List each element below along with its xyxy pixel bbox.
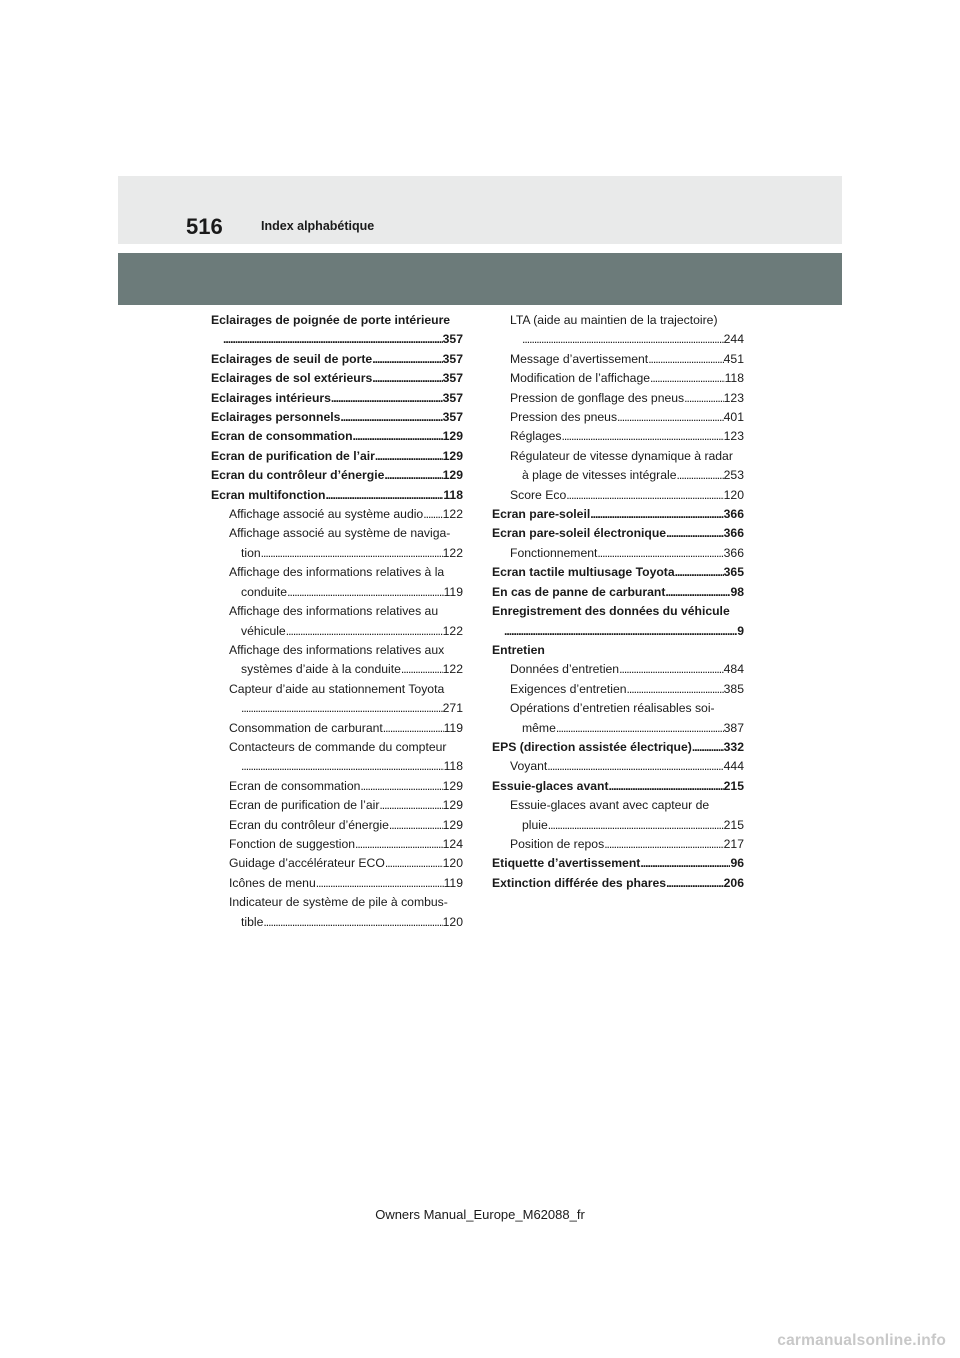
entry-text-line: Régulateur de vitesse dynamique à radar bbox=[510, 448, 733, 463]
entry-row bbox=[510, 330, 744, 349]
entry-text-line: Opérations d’entretien réalisables soi- bbox=[510, 701, 715, 716]
index-entry bbox=[211, 311, 463, 350]
index-entry bbox=[492, 583, 744, 602]
entry-row bbox=[492, 563, 744, 582]
entry-row bbox=[229, 757, 463, 776]
dot-leader bbox=[372, 369, 442, 388]
entry-row bbox=[510, 350, 744, 369]
page-reference[interactable]: 484 bbox=[723, 662, 744, 677]
entry-label: Ecran du contrôleur d’énergie bbox=[211, 468, 385, 483]
index-entry bbox=[211, 466, 463, 485]
entry-row bbox=[510, 835, 744, 854]
dot-leader bbox=[692, 738, 724, 757]
index-subentry bbox=[211, 854, 463, 873]
dot-leader bbox=[548, 816, 724, 835]
entry-row bbox=[229, 544, 463, 563]
dot-leader bbox=[617, 408, 724, 427]
entry-row bbox=[510, 660, 744, 679]
index-subentry bbox=[211, 563, 463, 602]
index-entry bbox=[211, 369, 463, 388]
index-subentry bbox=[492, 486, 744, 505]
page-reference[interactable]: 118 bbox=[724, 371, 744, 386]
dot-leader bbox=[401, 660, 443, 679]
entry-label: tion bbox=[241, 545, 261, 560]
entry-row bbox=[510, 369, 744, 388]
dot-leader bbox=[261, 544, 443, 563]
entry-text-line: LTA (aide au maintien de la trajectoire) bbox=[510, 313, 718, 327]
entry-label: Ecran pare-soleil électronique bbox=[492, 526, 667, 541]
index-subentry bbox=[211, 816, 463, 835]
dot-leader bbox=[241, 757, 444, 776]
index-entry bbox=[492, 602, 744, 641]
entry-text-line: Indicateur de système de pile à combus- bbox=[229, 895, 448, 910]
dot-leader bbox=[648, 350, 723, 369]
dot-leader bbox=[286, 622, 443, 641]
page-number: 516 bbox=[186, 214, 223, 239]
entry-row bbox=[211, 427, 463, 446]
page-reference[interactable]: 129 bbox=[442, 448, 463, 463]
page-reference[interactable]: 215 bbox=[723, 778, 744, 793]
index-subentry bbox=[211, 777, 463, 796]
entry-row bbox=[492, 622, 744, 641]
entry-label: Voyant bbox=[510, 759, 548, 774]
page-reference[interactable]: 96 bbox=[730, 856, 744, 871]
dot-leader bbox=[566, 486, 723, 505]
page-reference[interactable]: 385 bbox=[723, 681, 744, 696]
page-reference[interactable]: 120 bbox=[442, 856, 463, 871]
index-column-left bbox=[211, 311, 463, 932]
entry-label: Essuie-glaces avant bbox=[492, 778, 609, 793]
index-subentry bbox=[492, 427, 744, 446]
entry-row bbox=[229, 505, 463, 524]
dot-leader bbox=[547, 757, 723, 776]
dot-leader bbox=[375, 447, 443, 466]
index-entry bbox=[492, 524, 744, 543]
entry-label: véhicule bbox=[241, 623, 286, 638]
index-subentry bbox=[492, 350, 744, 369]
entry-label: En cas de panne de carburant bbox=[492, 584, 666, 599]
entry-label: même bbox=[522, 720, 556, 735]
dot-leader bbox=[650, 369, 725, 388]
index-subentry bbox=[211, 835, 463, 854]
index-entry bbox=[492, 738, 744, 757]
entry-label: Ecran de purification de l’air bbox=[229, 798, 380, 813]
dot-leader bbox=[316, 874, 444, 893]
page-reference[interactable]: 206 bbox=[723, 875, 744, 890]
dot-leader bbox=[287, 583, 443, 602]
dot-leader bbox=[223, 330, 443, 349]
page-reference[interactable]: 129 bbox=[442, 798, 463, 813]
entry-label: Ecran de consommation bbox=[211, 429, 353, 444]
index-entry bbox=[211, 447, 463, 466]
index-subentry bbox=[211, 893, 463, 932]
entry-row bbox=[211, 369, 463, 388]
entry-row bbox=[211, 466, 463, 485]
entry-label: Ecran pare-soleil bbox=[492, 507, 591, 522]
page-reference[interactable]: 244 bbox=[723, 332, 744, 347]
page-reference[interactable]: 387 bbox=[723, 720, 744, 735]
index-subentry bbox=[211, 874, 463, 893]
index-entry bbox=[211, 350, 463, 369]
page-reference[interactable]: 365 bbox=[723, 565, 744, 580]
entry-row bbox=[510, 719, 744, 738]
dot-leader bbox=[675, 563, 724, 582]
dot-leader bbox=[504, 622, 737, 641]
index-subentry bbox=[492, 680, 744, 699]
page-reference[interactable]: 120 bbox=[442, 914, 463, 929]
index-entry bbox=[492, 777, 744, 796]
entry-row bbox=[492, 505, 744, 524]
index-subentry bbox=[492, 447, 744, 486]
dot-leader bbox=[241, 699, 443, 718]
page-reference[interactable]: 119 bbox=[443, 875, 463, 890]
entry-row bbox=[229, 583, 463, 602]
entry-row bbox=[229, 777, 463, 796]
dot-leader bbox=[383, 719, 444, 738]
index-entry bbox=[492, 874, 744, 893]
entry-label: à plage de vitesses intégrale bbox=[522, 468, 677, 483]
entry-row bbox=[510, 544, 744, 563]
entry-label: Ecran de consommation bbox=[229, 778, 361, 793]
index-entry bbox=[211, 389, 463, 408]
entry-row bbox=[229, 913, 463, 932]
entry-label: Ecran de purification de l’air bbox=[211, 448, 375, 463]
page-reference[interactable]: 119 bbox=[443, 584, 463, 599]
page-reference[interactable]: 120 bbox=[723, 487, 744, 502]
dot-leader bbox=[385, 854, 443, 873]
entry-text-line: Affichage associé au système de naviga- bbox=[229, 526, 451, 541]
index-entry bbox=[492, 854, 744, 873]
entry-label: Position de repos bbox=[510, 836, 605, 851]
dot-leader bbox=[590, 505, 723, 524]
index-entry bbox=[211, 427, 463, 446]
entry-row bbox=[492, 524, 744, 543]
index-subentry bbox=[492, 757, 744, 776]
page-reference[interactable]: 9 bbox=[737, 623, 744, 638]
footer-document-id: Owners Manual_Europe_M62088_fr bbox=[375, 1207, 585, 1222]
index-subentry bbox=[492, 311, 744, 350]
entry-row bbox=[510, 757, 744, 776]
dot-leader bbox=[684, 389, 724, 408]
entry-label: Modification de l’affichage bbox=[510, 371, 651, 386]
entry-label: EPS (direction assistée électrique) bbox=[492, 739, 692, 754]
entry-text-line: Enregistrement des données du véhicule bbox=[492, 604, 730, 619]
entry-row bbox=[229, 835, 463, 854]
entry-text-line: Essuie-glaces avant avec capteur de bbox=[510, 798, 710, 813]
page-reference[interactable]: 129 bbox=[442, 778, 463, 793]
entry-label: systèmes d’aide à la conduite bbox=[241, 662, 401, 677]
entry-row bbox=[510, 408, 744, 427]
entry-label: Fonction de suggestion bbox=[229, 836, 356, 851]
entry-label: conduite bbox=[241, 584, 288, 599]
entry-text-line: Contacteurs de commande du compteur bbox=[229, 739, 447, 754]
entry-label: Ecran multifonction bbox=[211, 487, 326, 502]
page-reference[interactable]: 366 bbox=[723, 526, 744, 541]
entry-row bbox=[492, 874, 744, 893]
index-entry bbox=[492, 641, 744, 660]
dot-leader bbox=[619, 660, 724, 679]
page-reference[interactable]: 124 bbox=[442, 836, 463, 851]
entry-row bbox=[492, 854, 744, 873]
section-title: Index alphabétique bbox=[261, 219, 375, 233]
dot-leader bbox=[666, 874, 724, 893]
entry-row bbox=[229, 622, 463, 641]
entry-label: Icônes de menu bbox=[229, 875, 316, 890]
entry-row bbox=[229, 854, 463, 873]
entry-label: Réglages bbox=[510, 429, 562, 444]
dot-leader bbox=[263, 913, 442, 932]
page-reference[interactable]: 122 bbox=[442, 623, 463, 638]
index-subentry bbox=[492, 796, 744, 835]
dot-leader bbox=[676, 466, 723, 485]
entry-row bbox=[229, 719, 463, 738]
header-band bbox=[118, 176, 842, 244]
dot-leader bbox=[360, 777, 442, 796]
index-subentry bbox=[492, 389, 744, 408]
entry-label: Eclairages de seuil de porte bbox=[211, 351, 373, 366]
page-reference[interactable]: 119 bbox=[443, 720, 463, 735]
page-reference[interactable]: 366 bbox=[723, 545, 744, 560]
page-reference[interactable]: 123 bbox=[723, 429, 744, 444]
page-reference[interactable]: 215 bbox=[723, 817, 744, 832]
entry-row bbox=[510, 427, 744, 446]
page-reference[interactable]: 444 bbox=[723, 759, 744, 774]
index-subentry bbox=[492, 408, 744, 427]
entry-label: Pression des pneus bbox=[510, 410, 618, 425]
index-subentry bbox=[211, 796, 463, 815]
dot-leader bbox=[522, 330, 724, 349]
entry-text-line: Affichage des informations relatives au bbox=[229, 604, 439, 619]
dot-leader bbox=[331, 389, 443, 408]
page-reference[interactable]: 123 bbox=[723, 390, 744, 405]
entry-row bbox=[510, 389, 744, 408]
page-reference[interactable]: 217 bbox=[723, 836, 744, 851]
entry-text-line: Entretien bbox=[492, 642, 545, 657]
index-entry bbox=[492, 563, 744, 582]
index-subentry bbox=[211, 719, 463, 738]
entry-row bbox=[229, 874, 463, 893]
index-subentry bbox=[211, 738, 463, 777]
page-reference[interactable]: 122 bbox=[442, 507, 463, 522]
entry-label: Message d’avertissement bbox=[510, 351, 649, 366]
header-bar bbox=[118, 253, 842, 305]
page-reference[interactable]: 357 bbox=[442, 351, 463, 366]
entry-row bbox=[492, 738, 744, 757]
entry-row bbox=[492, 583, 744, 602]
page-reference[interactable]: 122 bbox=[442, 662, 463, 677]
index-subentry bbox=[492, 544, 744, 563]
index-subentry bbox=[492, 699, 744, 738]
index-subentry bbox=[492, 660, 744, 679]
page-reference[interactable]: 401 bbox=[723, 410, 744, 425]
page-reference[interactable]: 357 bbox=[442, 371, 463, 386]
page-reference[interactable]: 118 bbox=[443, 487, 463, 502]
dot-leader bbox=[340, 408, 442, 427]
page-reference[interactable]: 253 bbox=[723, 468, 744, 483]
page-reference[interactable]: 118 bbox=[443, 759, 463, 774]
page-reference[interactable]: 357 bbox=[442, 410, 463, 425]
index-subentry bbox=[211, 602, 463, 641]
page-reference[interactable]: 98 bbox=[730, 584, 744, 599]
entry-label: Consommation de carburant bbox=[229, 720, 383, 735]
entry-row bbox=[229, 796, 463, 815]
dot-leader bbox=[325, 486, 443, 505]
page-reference[interactable]: 129 bbox=[442, 468, 463, 483]
dot-leader bbox=[556, 719, 724, 738]
entry-label: Eclairages de sol extérieurs bbox=[211, 371, 373, 386]
entry-label: Ecran du contrôleur d’énergie bbox=[229, 817, 389, 832]
dot-leader bbox=[389, 816, 443, 835]
entry-label: Eclairages personnels bbox=[211, 410, 341, 425]
page-reference[interactable]: 332 bbox=[723, 739, 744, 754]
entry-row bbox=[229, 660, 463, 679]
entry-label: Exigences d’entretien bbox=[510, 681, 627, 696]
dot-leader bbox=[384, 466, 442, 485]
index-column-right bbox=[492, 311, 744, 893]
dot-leader bbox=[640, 854, 730, 873]
page-reference[interactable]: 271 bbox=[442, 701, 463, 716]
entry-text-line: Affichage des informations relatives à la bbox=[229, 565, 445, 580]
dot-leader bbox=[353, 427, 443, 446]
index-entry bbox=[492, 505, 744, 524]
dot-leader bbox=[597, 544, 723, 563]
entry-row bbox=[229, 816, 463, 835]
index-subentry bbox=[492, 369, 744, 388]
index-subentry bbox=[211, 680, 463, 719]
entry-label: Extinction différée des phares bbox=[492, 875, 667, 890]
entry-row bbox=[510, 486, 744, 505]
page-reference[interactable]: 357 bbox=[442, 390, 463, 405]
page-reference[interactable]: 451 bbox=[723, 351, 744, 366]
watermark: carmanualsonline.info bbox=[777, 1332, 946, 1349]
entry-label: Pression de gonflage des pneus bbox=[510, 390, 685, 405]
entry-row bbox=[211, 330, 463, 349]
entry-row bbox=[211, 486, 463, 505]
index-subentry bbox=[211, 524, 463, 563]
page-reference[interactable]: 129 bbox=[442, 429, 463, 444]
entry-label: Etiquette d’avertissement bbox=[492, 856, 641, 871]
dot-leader bbox=[627, 680, 724, 699]
entry-row bbox=[510, 680, 744, 699]
entry-label: Guidage d’accélérateur ECO bbox=[229, 856, 385, 871]
dot-leader bbox=[423, 505, 442, 524]
index-subentry bbox=[211, 641, 463, 680]
entry-text-line: Capteur d’aide au stationnement Toyota bbox=[229, 681, 445, 696]
entry-row bbox=[211, 447, 463, 466]
entry-label: Affichage associé au système audio bbox=[229, 507, 424, 522]
entry-row bbox=[211, 389, 463, 408]
dot-leader bbox=[666, 524, 724, 543]
page-reference[interactable]: 122 bbox=[442, 545, 463, 560]
index-entry bbox=[211, 486, 463, 505]
entry-row bbox=[229, 699, 463, 718]
dot-leader bbox=[379, 796, 442, 815]
entry-label: Données d’entretien bbox=[510, 662, 620, 677]
page-reference[interactable]: 129 bbox=[442, 817, 463, 832]
page-reference[interactable]: 357 bbox=[442, 332, 463, 347]
index-subentry bbox=[492, 835, 744, 854]
entry-row bbox=[492, 777, 744, 796]
entry-row bbox=[510, 466, 744, 485]
entry-row bbox=[510, 816, 744, 835]
entry-label: Fonctionnement bbox=[510, 545, 598, 560]
entry-row bbox=[211, 350, 463, 369]
dot-leader bbox=[665, 583, 730, 602]
index-entry bbox=[211, 408, 463, 427]
entry-label: tible bbox=[241, 914, 264, 929]
entry-text-line: Eclairages de poignée de porte intérieure bbox=[211, 313, 451, 327]
entry-row bbox=[211, 408, 463, 427]
entry-label: Ecran tactile multiusage Toyota bbox=[492, 565, 675, 580]
dot-leader bbox=[355, 835, 443, 854]
page-reference[interactable]: 366 bbox=[723, 507, 744, 522]
index-subentry bbox=[211, 505, 463, 524]
dot-leader bbox=[604, 835, 723, 854]
entry-text-line: Affichage des informations relatives aux bbox=[229, 642, 445, 657]
entry-label: pluie bbox=[522, 817, 548, 832]
dot-leader bbox=[372, 350, 442, 369]
entry-label: Score Eco bbox=[510, 487, 567, 502]
dot-leader bbox=[562, 427, 724, 446]
entry-label: Eclairages intérieurs bbox=[211, 390, 331, 405]
dot-leader bbox=[609, 777, 724, 796]
